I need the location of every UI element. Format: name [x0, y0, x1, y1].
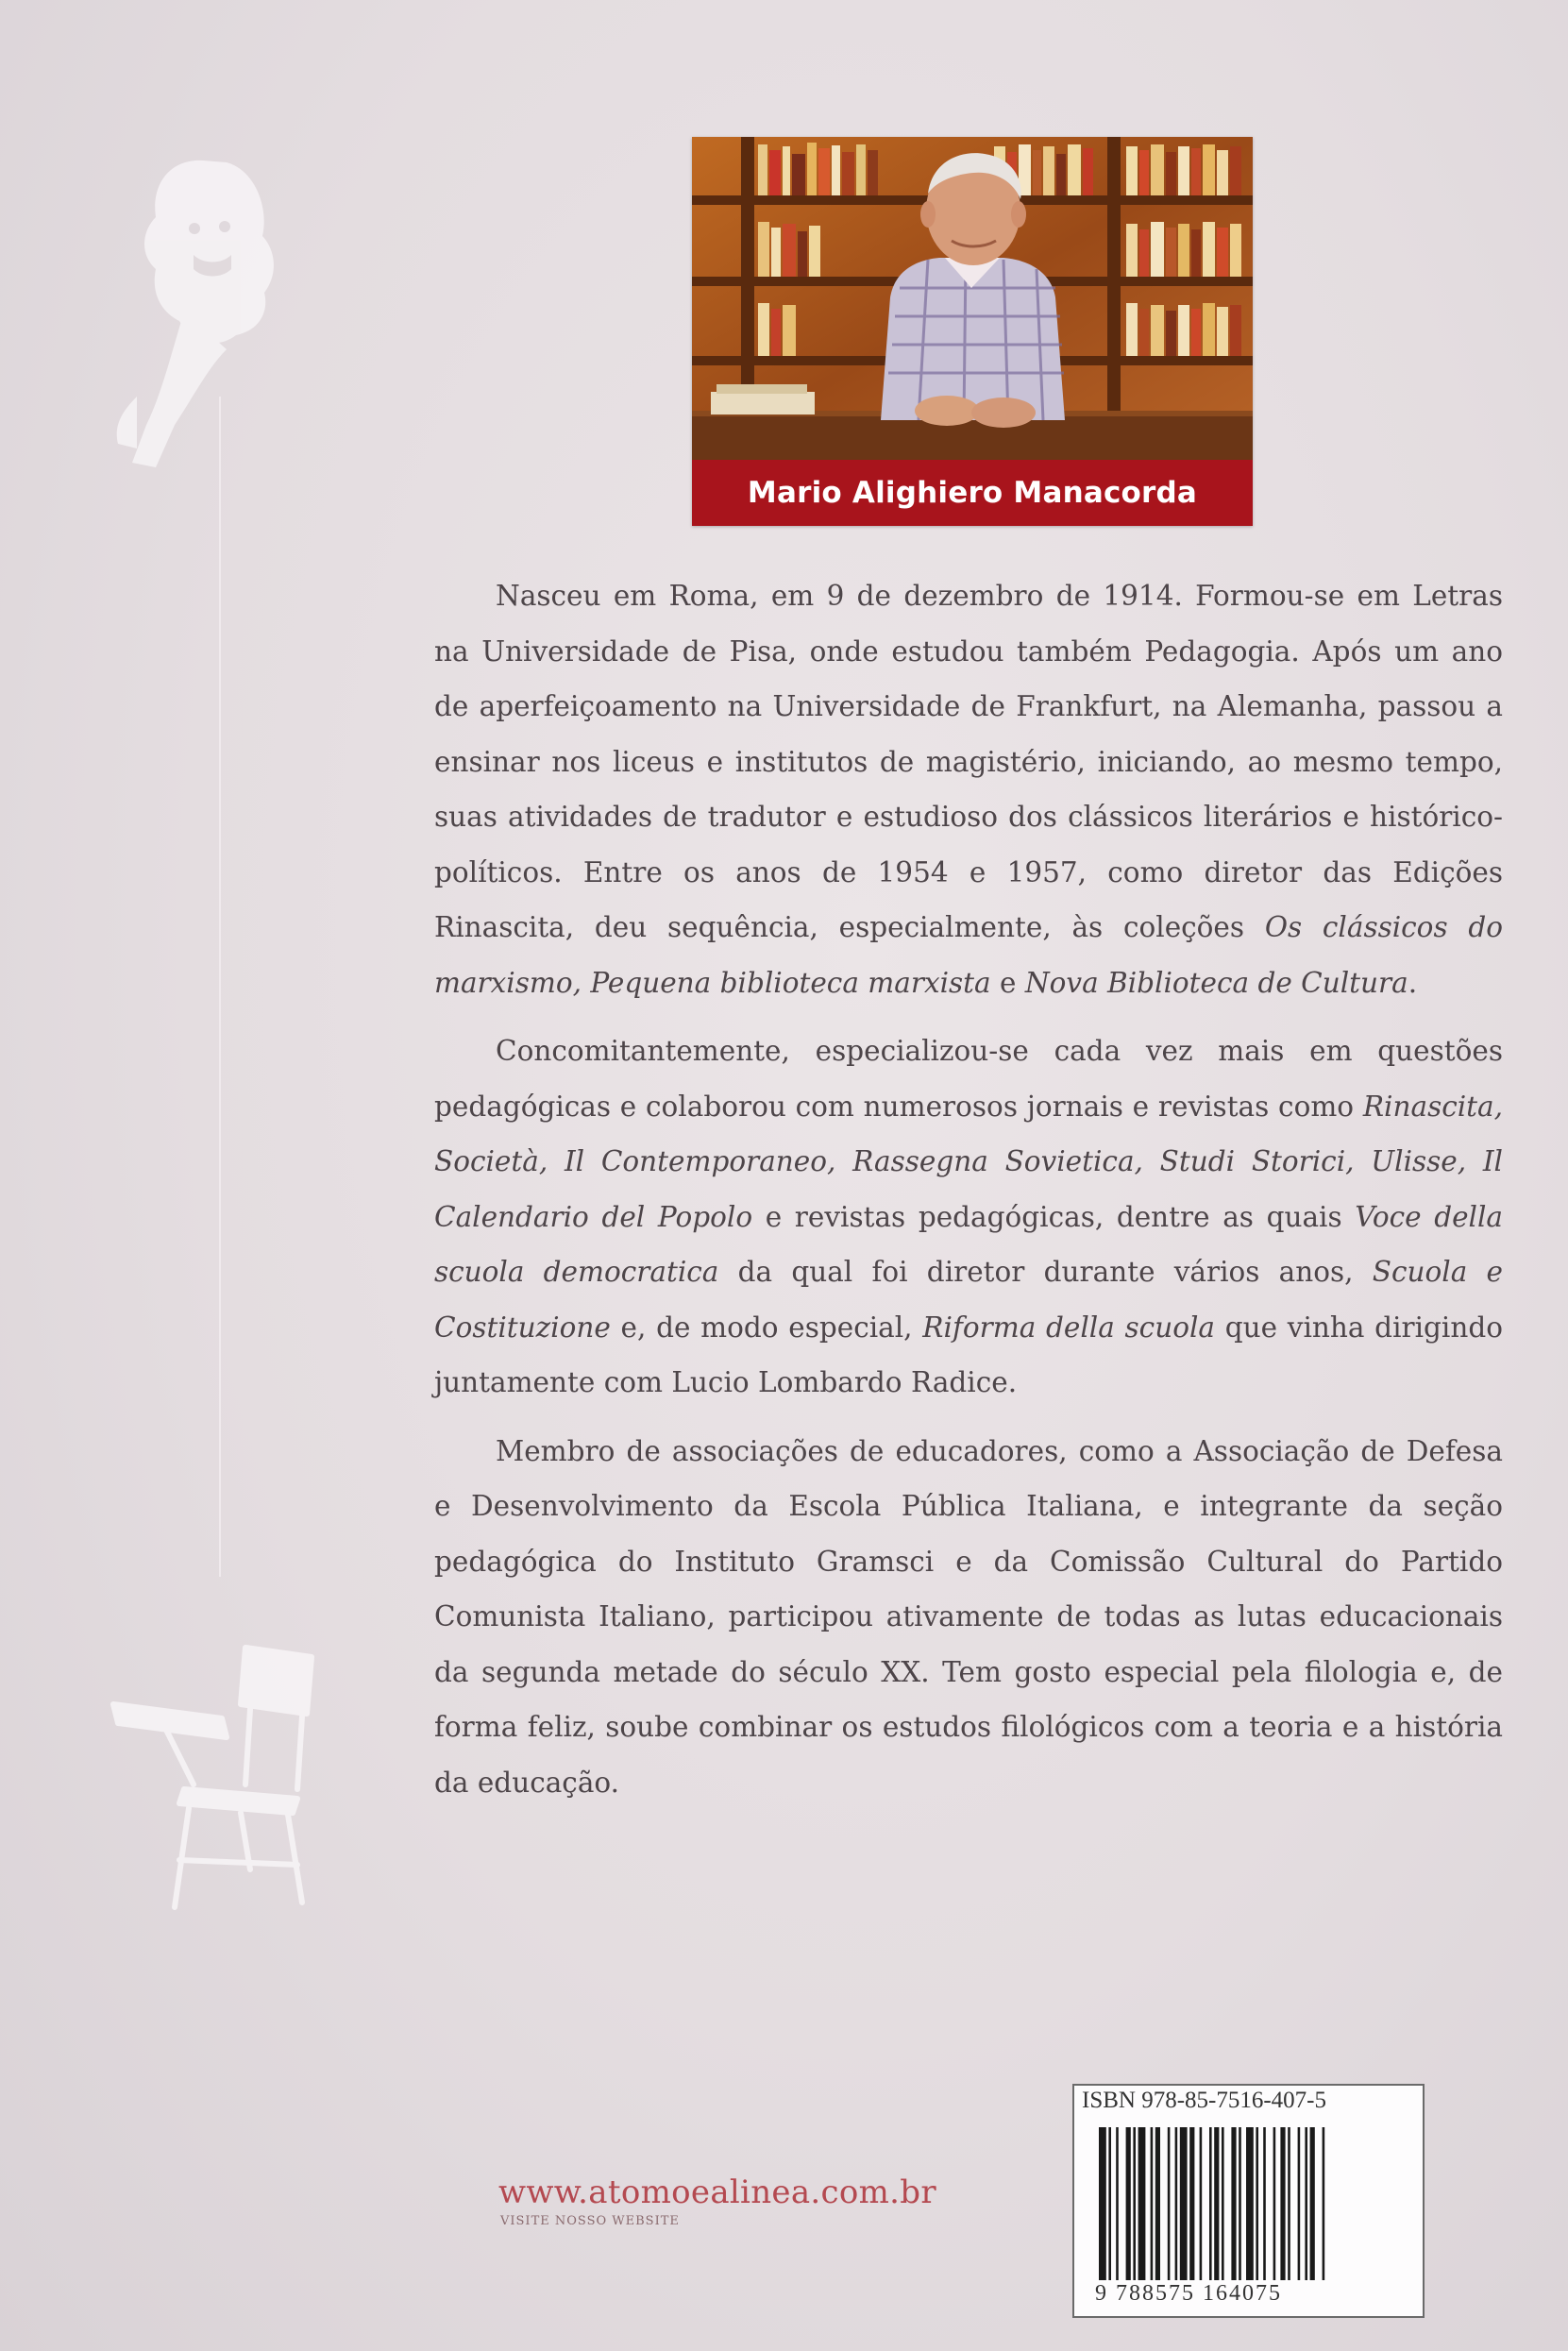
bio-paragraph-1: Nasceu em Roma, em 9 de dezembro de 1914. Formou-se em Letras na Universidade de Pisa, onde estudou também Pedagogia. Após um ano de aperfeiçoamento na Universidade de Frankfurt, na Alemanha, passou a ensinar nos liceus e institutos de magistério, iniciando, ao mesmo tempo, suas atividades de tradutor e estudioso dos clássicos literários e histórico-políticos. Entre os anos de 1954 e 1957, como diretor das Edições Rinascita, deu sequência, especialmente, às coleções Os clássicos do marxismo, Pequena biblioteca marxista e Nova Biblioteca de Cultura.	[434, 580, 1504, 999]
bio-paragraph-3: Membro de associações de educadores, como a Associação de Defesa e Desenvolvimento da Escola Pública Italiana, e integrante da seção pedagógica do Instituto Gramsci e da Comissão Cultural do Partido Comunista Italiano, participou ativamente de todas as lutas educacionais da segunda metade do século XX. Tem gosto especial pela filologia e, de forma feliz, soube combinar os estudos filológicos com a teoria e a história da educação.	[434, 1434, 1503, 1799]
isbn-digits: 9 788575 164075	[1095, 2281, 1282, 2306]
visit-website-label: VISITE NOSSO WEBSITE	[500, 2214, 680, 2228]
school-desk-chair-icon	[109, 1633, 330, 1917]
decorative-divider-line	[219, 397, 221, 1577]
marx-silhouette-icon	[104, 142, 349, 472]
bio-paragraph-2: Concomitantemente, especializou-se cada vez mais em questões pedagógicas e colaborou com numerosos jornais e revistas como Rinascita, Società, Il Contemporaneo, Rassegna Sovietica, Studi Storici, Ulisse, Il Calendario del Popolo e revistas pedagógicas, dentre as quais Voce della scuola democratica da qual foi diretor durante vários anos, Scuola e Costituzione e, de modo especial, Riforma della scuola que vinha dirigindo juntamente com Lucio Lombardo Radice.	[434, 1035, 1504, 1398]
publisher-website-link[interactable]: www.atomoealinea.com.br	[498, 2173, 936, 2211]
author-photo	[692, 137, 1253, 460]
author-caption-bar	[692, 460, 1253, 526]
isbn-label: ISBN 978-85-7516-407-5	[1082, 2088, 1327, 2113]
isbn-barcode-box	[1072, 2084, 1425, 2318]
author-photo-card	[692, 137, 1253, 526]
author-name-caption: Mario Alighiero Manacorda	[747, 476, 1198, 510]
barcode-icon	[1097, 2127, 1405, 2280]
author-biography	[434, 568, 1503, 1823]
